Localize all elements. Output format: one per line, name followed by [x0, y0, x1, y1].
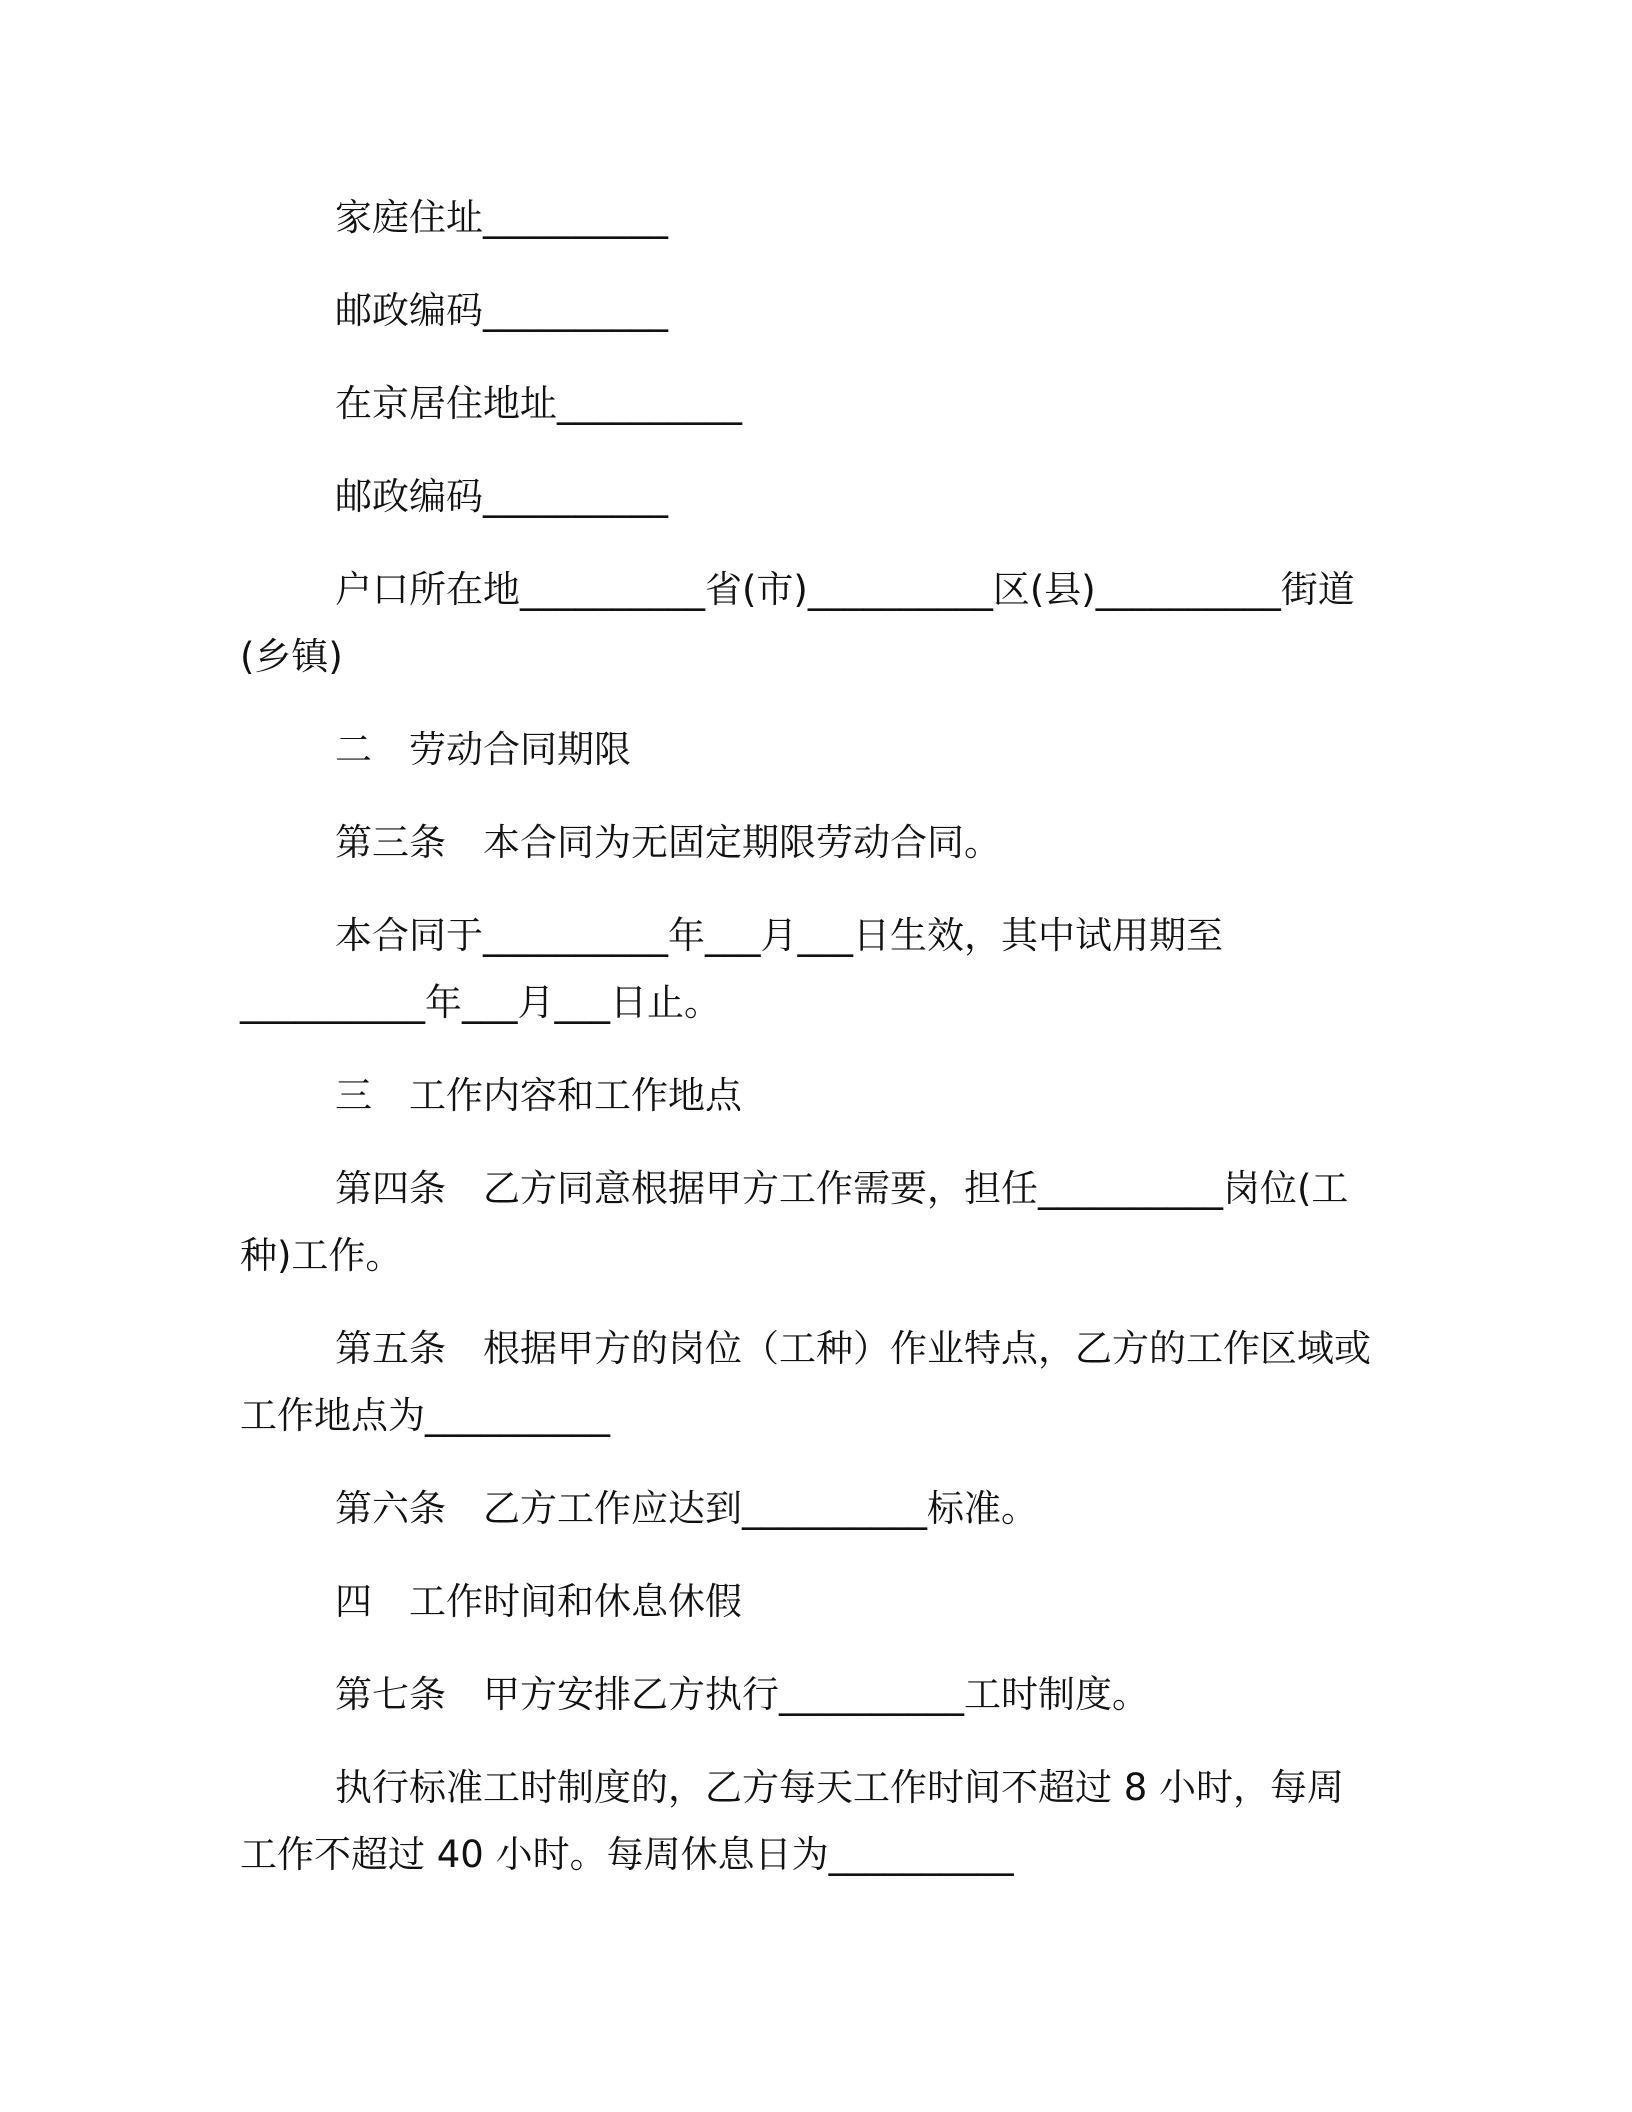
section-heading: 四 工作时间和休息休假	[335, 1580, 742, 1623]
paragraph-hukou-location: 户口所在地__________省(市)__________区(县)__________街道(乡镇)	[240, 568, 1355, 678]
paragraph-postal-code: 邮政编码__________	[335, 475, 668, 518]
paragraph-article-4: 第四条 乙方同意根据甲方工作需要，担任__________岗位(工种)工作。	[240, 1167, 1349, 1277]
paragraph-standard-hours: 执行标准工时制度的，乙方每天工作时间不超过 8 小时，每周工作不超过 40 小时。每周休息日为__________	[240, 1766, 1345, 1876]
section-heading: 三 工作内容和工作地点	[335, 1074, 742, 1117]
paragraph-article-3: 第三条 本合同为无固定期限劳动合同。	[335, 821, 1001, 864]
paragraph-article-5: 第五条 根据甲方的岗位（工种）作业特点，乙方的工作区域或工作地点为__________	[240, 1327, 1371, 1437]
paragraph-article-7: 第七条 甲方安排乙方执行__________工时制度。	[335, 1673, 1149, 1716]
paragraph-home-address: 家庭住址__________	[335, 196, 668, 239]
paragraph-postal-code: 邮政编码__________	[335, 289, 668, 332]
paragraph-beijing-address: 在京居住地址__________	[335, 382, 742, 425]
paragraph-effective-date: 本合同于__________年___月___日生效，其中试用期至__________年___月___日止。	[240, 914, 1223, 1024]
section-heading: 二 劳动合同期限	[335, 728, 631, 771]
paragraph-article-6: 第六条 乙方工作应达到__________标准。	[335, 1487, 1038, 1530]
